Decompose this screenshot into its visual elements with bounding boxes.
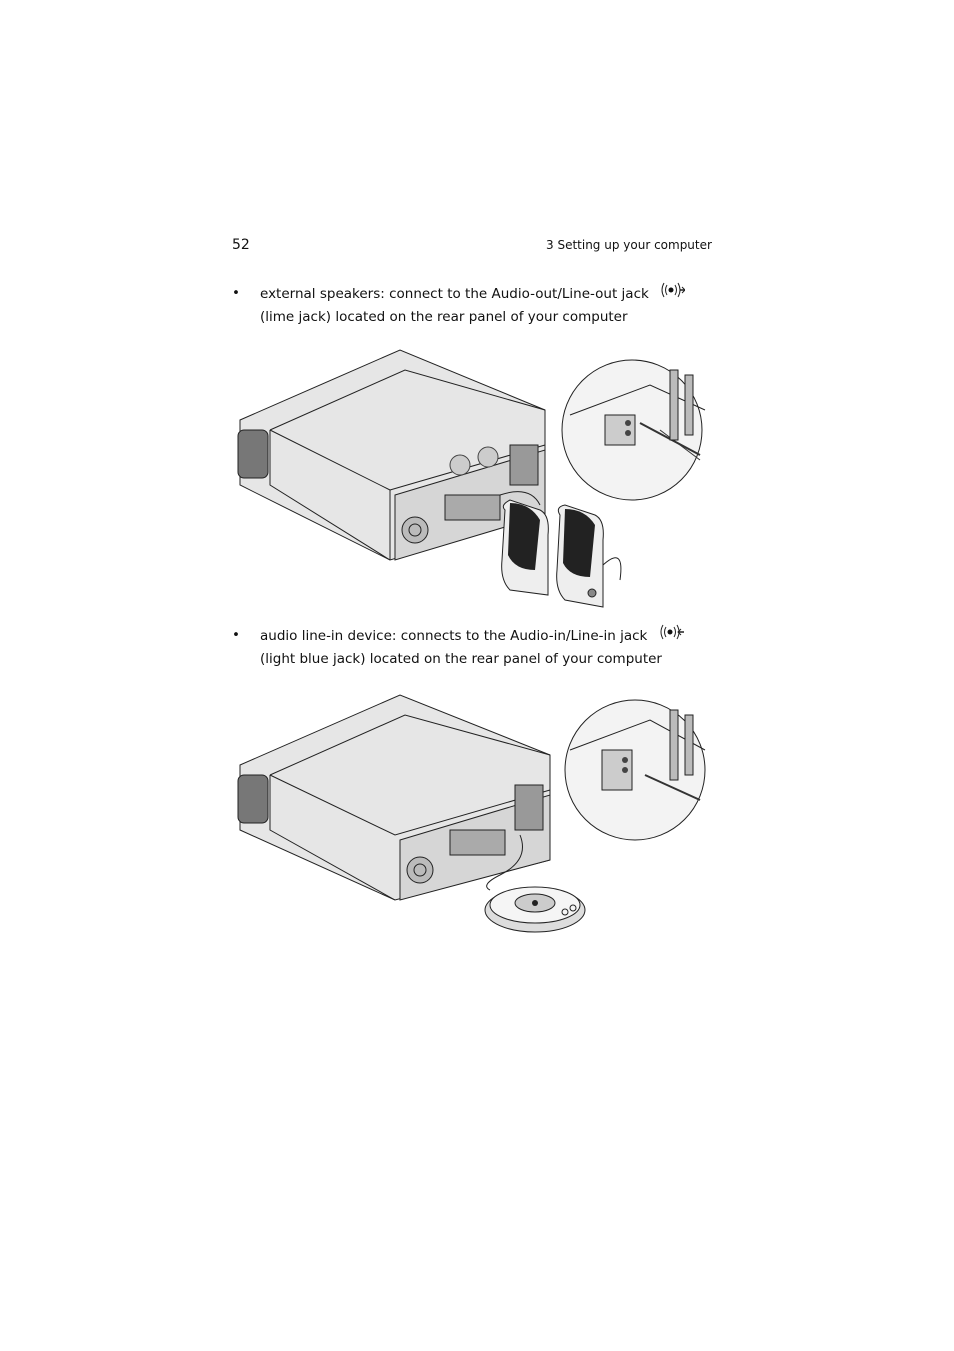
bullet-marker: • xyxy=(232,285,240,301)
line-in-device-connection-illustration xyxy=(230,690,710,940)
bullet-line xyxy=(260,624,730,648)
bullet-text-line2: (light blue jack) located on the rear panel of your computer xyxy=(260,651,662,667)
cd-player-icon xyxy=(485,887,585,932)
bullet-text-line2: (lime jack) located on the rear panel of your computer xyxy=(260,309,628,325)
bullet-text-line1: audio line-in device: connects to the Audio-in/Line-in jack xyxy=(260,628,648,644)
audio-in-jack-icon xyxy=(658,624,684,648)
bullet-text-line1: external speakers: connect to the Audio-out/Line-out jack xyxy=(260,286,649,302)
speakers-connection-illustration xyxy=(230,345,710,615)
bullet-item-speakers xyxy=(232,282,732,328)
running-head: 3 Setting up your computer xyxy=(546,238,712,252)
rear-panel-inset-icon xyxy=(562,360,705,500)
audio-out-jack-icon xyxy=(659,282,685,306)
bullet-marker: • xyxy=(232,627,240,643)
rear-panel-inset-icon xyxy=(565,700,705,840)
computer-case-icon xyxy=(238,350,545,560)
page-number: 52 xyxy=(232,237,250,253)
bullet-line xyxy=(260,282,730,306)
bullet-item-line-in xyxy=(232,624,732,670)
speakers-icon xyxy=(502,500,621,607)
computer-case-icon xyxy=(238,695,550,900)
